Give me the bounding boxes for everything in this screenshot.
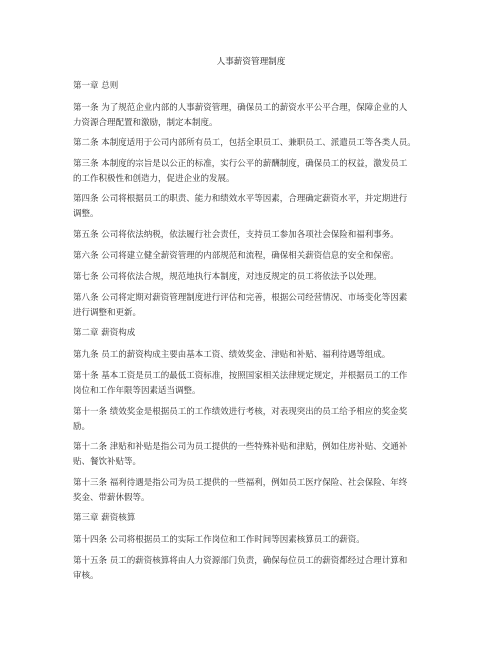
article-paragraph	[73, 157, 431, 186]
paragraph-line: 贴、餐饮补贴等。	[73, 456, 142, 467]
article-paragraph	[73, 440, 431, 469]
paragraph-line: 第三条 本制度的宗旨是以公正的标准，实行公平的薪酬制度，确保员工的权益，激发员工	[73, 159, 408, 169]
paragraph-line: 第十条 基本工资是员工的最低工资标准，按照国家相关法律规定规定，并根据员工的工作	[73, 371, 408, 381]
chapter-heading	[73, 79, 431, 94]
article-paragraph	[73, 192, 431, 221]
paragraph-line: 第七条 公司将依法合规，规范地执行本制度，对违反规定的员工将依法予以处理。	[73, 272, 382, 282]
paragraph-line: 第四条 公司将根据员工的职责、能力和绩效水平等因素，合理确定薪资水平，并定期进行	[73, 194, 408, 204]
paragraph-line: 进行调整和更新。	[73, 307, 142, 318]
paragraph-line: 审核。	[73, 570, 99, 581]
chapter-heading	[73, 511, 431, 526]
paragraph-line: 第二条 本制度适用于公司内部所有员工，包括全职员工、兼职员工、派遣员工等各类人员。	[73, 138, 416, 148]
paragraph-line: 第五条 公司将依法纳税，依法履行社会责任，支持员工参加各项社会保险和福利事务。	[73, 230, 399, 240]
paragraph-line: 岗位和工作年限等因素适当调整。	[73, 385, 201, 396]
article-paragraph	[73, 249, 431, 264]
article-paragraph	[73, 533, 431, 548]
article-paragraph	[73, 348, 431, 363]
article-paragraph	[73, 405, 431, 434]
paragraph-line: 第九条 员工的薪资构成主要由基本工资、绩效奖金、津贴和补贴、福利待遇等组成。	[73, 350, 391, 360]
paragraph-line: 第二章 薪资构成	[73, 328, 136, 338]
article-paragraph	[73, 101, 431, 130]
paragraph-line: 的工作积极性和创造力，促进企业的发展。	[73, 173, 235, 184]
paragraph-line: 第三章 薪资核算	[73, 513, 136, 523]
article-paragraph	[73, 476, 431, 505]
paragraph-line: 力资源合理配置和激励，制定本制度。	[73, 117, 218, 128]
paragraph-line: 奖金、带薪休假等。	[73, 492, 150, 503]
paragraph-line: 励。	[73, 421, 91, 432]
paragraph-line: 调整。	[73, 208, 99, 219]
paragraph-line: 第十四条 公司将根据员工的实际工作岗位和工作时间等因素核算员工的薪资。	[73, 535, 365, 545]
article-paragraph	[73, 270, 431, 285]
article-paragraph	[73, 136, 431, 151]
document-title: 人事薪资管理制度	[216, 57, 286, 67]
paragraph-line: 第一章 总则	[73, 81, 119, 91]
paragraph-line: 第八条 公司将定期对薪资管理制度进行评估和完善，根据公司经营情况、市场变化等因素	[73, 293, 408, 303]
article-paragraph	[73, 228, 431, 243]
paragraph-line: 第十五条 员工的薪资核算将由人力资源部门负责，确保每位员工的薪资都经过合理计算和	[73, 556, 408, 566]
chapter-heading	[73, 326, 431, 341]
paragraph-line: 第十二条 津贴和补贴是指公司为员工提供的一些特殊补贴和津贴，例如住房补贴、交通补	[73, 442, 408, 452]
paragraph-line: 第六条 公司将建立健全薪资管理的内部规范和流程，确保相关薪资信息的安全和保密。	[73, 251, 399, 261]
paragraph-line: 第十一条 绩效奖金是根据员工的工作绩效进行考核，对表现突出的员工给予相应的奖金奖	[73, 407, 408, 417]
paragraph-line: 第十三条 福利待遇是指公司为员工提供的一些福利，例如员工医疗保险、社会保险、年终	[73, 478, 408, 488]
paragraph-line: 第一条 为了规范企业内部的人事薪资管理，确保员工的薪资水平公平合理，保障企业的人	[73, 103, 408, 113]
article-paragraph	[73, 554, 431, 583]
article-paragraph	[73, 291, 431, 320]
article-paragraph	[73, 369, 431, 398]
